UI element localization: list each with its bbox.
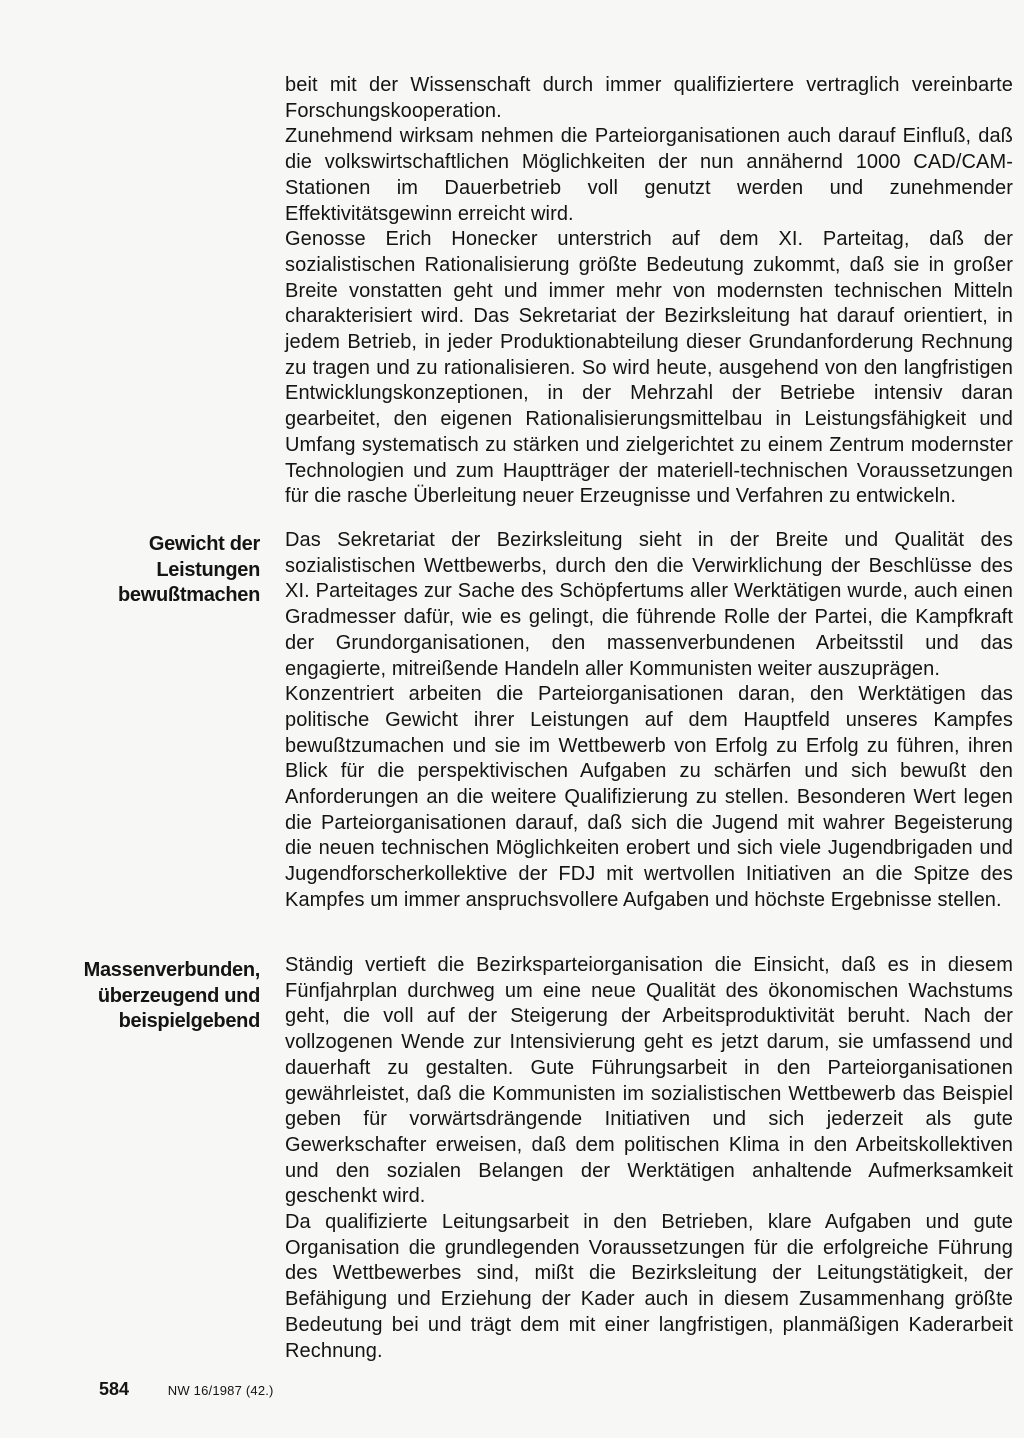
paragraph: beit mit der Wissenschaft durch immer qualifiziertere vertraglich vereinbarte Forschungskooperation. [285,74,1013,122]
section-gewicht [285,528,1013,914]
side-heading-gewicht: Gewicht der Leistungen bewußtmachen [118,533,260,607]
page-footer [99,1379,274,1400]
paragraph: Genosse Erich Honecker unterstrich auf dem XI. Parteitag, daß der sozialistischen Rationalisierung größte Bedeutung zukommt, daß sie in großer Breite vonstatten geht und immer mehr von modernsten technischen Mitteln charakterisiert wird. Das Sekretariat der Bezirksleitung hat darauf orientiert, in jedem Betrieb, in jeder Produktionabteilung dieser Grundanforderung Rechnung zu tragen und zu rationalisieren. So wird heute, ausgehend von den langfristigen Entwicklungskonzeptionen, in der Mehrzahl der Betriebe intensiv daran gearbeitet, den eigenen Rationalisierungsmittelbau in Leistungsfähigkeit und Umfang systematisch zu stärken und zielgerichtet zu einem Zentrum modernster Technologien und zum Hauptträger der materiell-technischen Voraussetzungen für die rasche Überleitung neuer Erzeugnisse und Verfahren zu entwickeln. [285,228,1013,508]
paragraph: Ständig vertieft die Bezirksparteiorganisation die Einsicht, daß es in diesem Fünfjahrplan durchweg um eine neue Qualität des ökonomischen Wachstums geht, die voll auf der Steigerung der Arbeitsproduktivität beruht. Nach der vollzogenen Wende zur Intensivierung geht es jetzt darum, sie umfassend und dauerhaft zu gestalten. Gute Führungsarbeit in den Parteiorganisationen gewährleistet, daß die Kommunisten im sozialistischen Wettbewerb das Beispiel geben für vorwärtsdrängende Initiativen und sich jederzeit als gute Gewerkschafter erweisen, daß dem politischen Klima in den Arbeitskollektiven und den sozialen Belangen der Werktätigen anhaltende Aufmerksamkeit geschenkt wird. [285,954,1013,1208]
paragraph: Zunehmend wirksam nehmen die Parteiorganisationen auch darauf Einfluß, daß die volkswirtschaftlichen Möglichkeiten der nun annähernd 1000 CAD/CAM-Stationen im Dauerbetrieb voll genutzt werden und zunehmender Effektivitätsgewinn erreicht wird. [285,125,1013,225]
side-heading-massenverbunden: Massenverbunden, überzeugend und beispielgebend [83,959,260,1033]
source-reference: NW 16/1987 (42.) [167,1383,274,1398]
section-intro [285,73,1013,510]
page-number: 584 [99,1379,130,1399]
paragraph: Da qualifizierte Leitungsarbeit in den Betrieben, klare Aufgaben und gute Organisation die grundlegenden Voraussetzungen für die erfolgreiche Führung des Wettbewerbes sind, mißt die Bezirksleitung der Leitungstätigkeit, der Befähigung und Erziehung der Kader auch in diesem Zusammenhang größte Bedeutung bei und trägt dem mit einer langfristigen, planmäßigen Kaderarbeit Rechnung. [285,1211,1013,1362]
paragraph: Konzentriert arbeiten die Parteiorganisationen daran, den Werktätigen das politische Gewicht ihrer Leistungen auf dem Hauptfeld unseres Kampfes bewußtzumachen und sie im Wettbewerb von Erfolg zu Erfolg zu führen, ihren Blick für die perspektivischen Aufgaben zu schärfen und sich bewußt den Anforderungen an die weitere Qualifizierung zu stellen. Besonderen Wert legen die Parteiorganisationen darauf, daß sich die Jugend mit wahrer Begeisterung die neuen technischen Möglichkeiten erobert und sich viele Jugendbrigaden und Jugendforscherkollektive der FDJ mit wertvollen Initiativen an die Spitze des Kampfes um immer anspruchsvollere Aufgaben und höchste Ergebnisse stellen. [285,683,1013,911]
paragraph: Das Sekretariat der Bezirksleitung sieht in der Breite und Qualität des sozialistischen Wettbewerbs, durch den die Verwirklichung der Beschlüsse des XI. Parteitages zur Sache des Schöpfertums aller Werktätigen wurde, auch einen Gradmesser dafür, wie es gelingt, die führende Rolle der Partei, die Kampfkraft der Grundorganisationen, den massenverbundenen Arbeitsstil und das engagierte, mitreißende Handeln aller Kommunisten weiter auszuprägen. [285,529,1013,680]
section-massenverbunden [285,953,1013,1364]
